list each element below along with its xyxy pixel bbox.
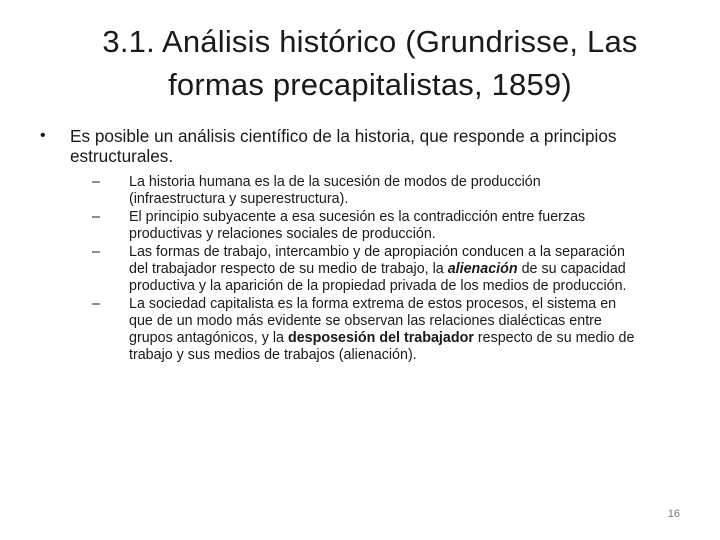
sub-point-line: trabajo y sus medios de trabajos (alienación). [129,347,417,363]
sub-point-text: del trabajador respecto de su medio de trabajo, la [129,261,448,277]
sub-point-line: Las formas de trabajo, intercambio y de apropiación conducen a la separación [129,244,625,260]
dash-bullet-icon: – [92,244,100,260]
main-bullet-point [36,126,688,166]
sub-point-line: (infraestructura y superestructura). [129,191,349,207]
emphasis-alienacion: alienación [447,261,518,277]
sub-point-line [129,261,688,278]
sub-point [92,174,688,208]
sub-point-list [92,174,688,364]
dash-bullet-icon: – [92,174,100,190]
page-number: 16 [667,508,680,520]
sub-point-line: El principio subyacente a esa sucesión es la contradicción entre fuerzas [129,209,586,225]
sub-point-text: grupos antagónicos, y la [129,330,288,346]
dash-bullet-icon: – [92,296,100,312]
sub-point-line [129,330,688,347]
sub-point-text: de su capacidad [517,261,626,277]
emphasis-desposesion: desposesión del trabajador [287,330,474,346]
slide-title-line-2: formas precapitalistas, 1859) [168,67,572,102]
sub-point-text: respecto de su medio de [473,330,635,346]
bullet-icon: • [40,127,46,144]
dash-bullet-icon: – [92,209,100,225]
main-point-line-1: Es posible un análisis científico de la historia, que responde a principios [70,126,617,146]
sub-point-line: productivas y relaciones sociales de producción. [129,226,436,242]
sub-point-line: La historia humana es la de la sucesión de modos de producción [129,174,541,190]
sub-point-line: La sociedad capitalista es la forma extrema de estos procesos, el sistema en [129,296,617,312]
sub-point [92,209,688,243]
slide-title-line-1: 3.1. Análisis histórico (Grundrisse, Las [102,24,638,59]
sub-point [92,244,688,295]
main-point-line-2: estructurales. [70,146,174,166]
sub-point-line: productiva y la aparición de la propiedad privada de los medios de producción. [129,278,627,294]
sub-point [92,296,688,364]
slide-body [36,126,688,365]
sub-point-line: que de un modo más evidente se observan las relaciones dialécticas entre [129,313,602,329]
slide-title [60,20,680,106]
